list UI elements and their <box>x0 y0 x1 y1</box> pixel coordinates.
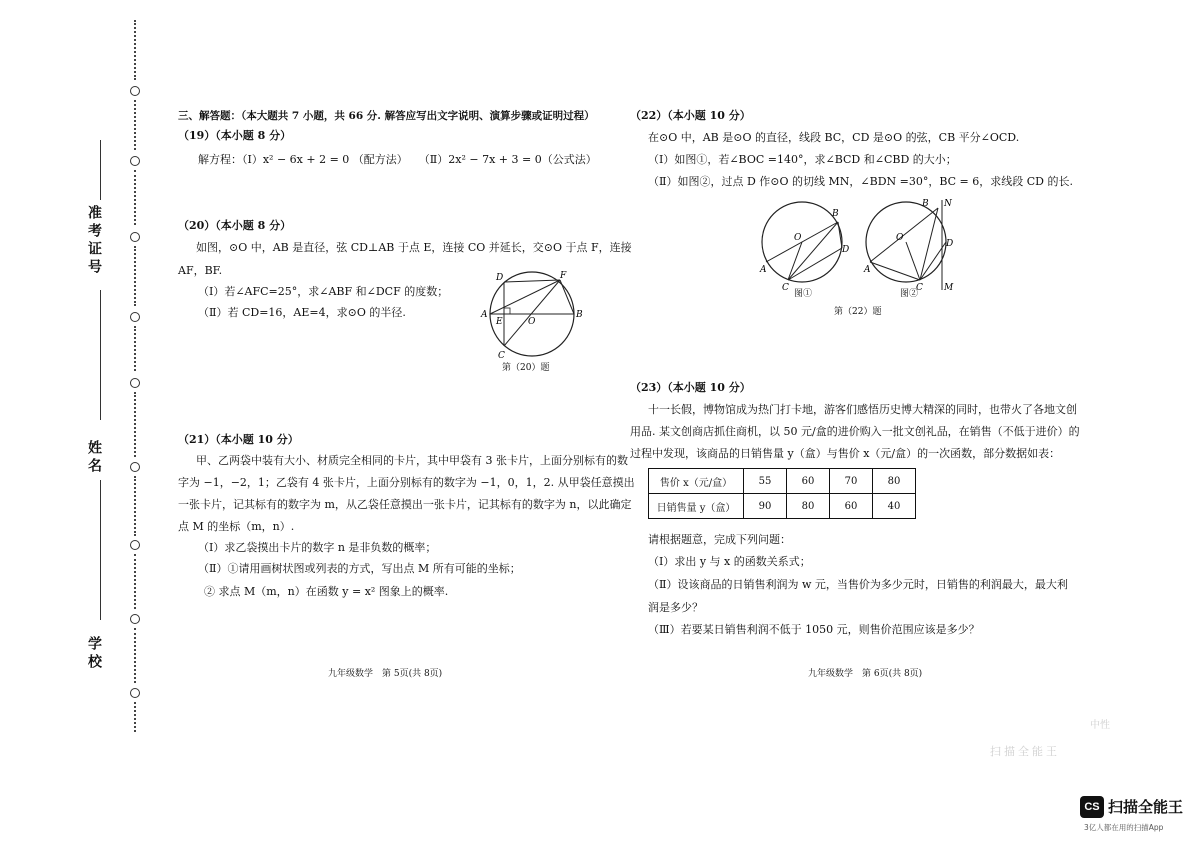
q21-title: （21）（本小题 10 分） <box>178 433 299 446</box>
q22-part2: （Ⅱ）如图②，过点 D 作⊙O 的切线 MN，∠BDN =30°，BC = 6，求线段 CD 的长. <box>648 175 1073 188</box>
q22-line1: 在⊙O 中，AB 是⊙O 的直径，线段 BC，CD 是⊙O 的弦，CB 平分∠OCD. <box>648 131 1020 144</box>
name-label: 姓名 <box>86 440 102 476</box>
q20-line1: 如图，⊙O 中，AB 是直径，弦 CD⊥AB 于点 E，连接 CO 并延长，交⊙O 于点 F，连接 <box>196 241 632 254</box>
q19-text: 解方程：（Ⅰ）x² − 6x + 2 = 0 （配方法） （Ⅱ）2x² − 7x + 3 = 0（公式法） <box>198 153 597 166</box>
dotted-line <box>134 702 142 732</box>
left-footer: 九年级数学 第 5页(共 8页) <box>328 669 443 679</box>
q23-line2: 用品. 某文创商店抓住商机，以 50 元/盒的进价购入一批文创礼品，在销售（不低于进价）的 <box>630 425 1080 438</box>
fig-label: O <box>528 317 536 327</box>
school-label: 学校 <box>86 636 102 672</box>
table-row <box>649 469 916 494</box>
binding-hole <box>130 462 140 472</box>
q23-prompt: 请根据题意，完成下列问题： <box>648 533 791 546</box>
q20-title: （20）（本小题 8 分） <box>178 219 292 232</box>
binding-hole <box>130 688 140 698</box>
q22-figure-1 <box>756 196 852 296</box>
fig-label: O <box>794 233 802 243</box>
q23-part2b: 润是多少？ <box>648 601 703 614</box>
q21-line3: 一张卡片，记其标有的数字为 m，从乙袋任意摸出一张卡片，记其标有的数字为 n，以此确定 <box>178 498 632 511</box>
table-cell: 60 <box>787 469 830 494</box>
dotted-line <box>134 476 142 536</box>
table-cell: 70 <box>830 469 873 494</box>
faint-watermark: 中性 <box>1090 720 1110 731</box>
binding-hole <box>130 378 140 388</box>
q22-fig2-caption: 图② <box>900 289 919 299</box>
dotted-line <box>134 20 142 80</box>
table-row <box>649 494 916 519</box>
app-logo-icon: CS <box>1080 796 1104 818</box>
dotted-line <box>134 326 142 371</box>
fig-label: A <box>481 310 488 320</box>
q23-line3: 过程中发现，该商品的日销售量 y（盒）与售价 x（元/盒）的一次函数，部分数据如表： <box>630 447 1061 460</box>
q21-line2: 字为 −1，−2，1；乙袋有 4 张卡片，上面分别标有的数字为 −1，0，1，2. 从甲袋任意摸出 <box>178 476 635 489</box>
table-cell: 40 <box>873 494 916 519</box>
section-header: 三、解答题：（本大题共 7 小题，共 66 分. 解答应写出文字说明、演算步骤或证明过程） <box>178 110 595 122</box>
binding-hole <box>130 614 140 624</box>
app-tagline: 3亿人都在用的扫描App <box>1084 823 1164 832</box>
q20-part1: （Ⅰ）若∠AFC=25°，求∠ABF 和∠DCF 的度数； <box>198 285 449 298</box>
q23-title: （23）（本小题 10 分） <box>630 381 751 394</box>
q21-part3: ② 求点 M（m，n）在函数 y = x² 图象上的概率. <box>204 585 449 598</box>
binding-hole <box>130 540 140 550</box>
q23-line1: 十一长假，博物馆成为热门打卡地，游客们感悟历史博大精深的同时，也带火了各地文创 <box>648 403 1077 416</box>
fig-label: B <box>576 310 583 320</box>
blank-line <box>100 290 101 420</box>
q22-figure-caption: 第（22）题 <box>834 307 882 317</box>
blank-line <box>100 140 101 200</box>
blank-line <box>100 480 101 620</box>
table-cell: 80 <box>787 494 830 519</box>
table-cell: 60 <box>830 494 873 519</box>
fig-label: F <box>560 271 567 281</box>
dotted-line <box>134 554 142 609</box>
dotted-line <box>134 392 142 457</box>
q22-figure-2 <box>862 196 958 296</box>
fig-label: B <box>832 209 839 219</box>
q21-part1: （Ⅰ）求乙袋摸出卡片的数字 n 是非负数的概率； <box>198 541 437 554</box>
fig-label: O <box>896 233 904 243</box>
dotted-line <box>134 100 142 150</box>
q21-line4: 点 M 的坐标（m，n）. <box>178 520 295 533</box>
binding-hole <box>130 86 140 96</box>
fig-label: B <box>922 199 929 209</box>
table-header-cell: 售价 x（元/盒） <box>649 469 744 494</box>
q20-part2: （Ⅱ）若 CD=16，AE=4，求⊙O 的半径. <box>198 306 406 319</box>
q23-table <box>648 468 916 519</box>
fig-label: D <box>496 273 504 283</box>
binding-hole <box>130 312 140 322</box>
q20-figure-caption: 第（20）题 <box>502 363 550 373</box>
q21-line1: 甲、乙两袋中装有大小、材质完全相同的卡片，其中甲袋有 3 张卡片，上面分别标有的数 <box>196 454 628 467</box>
exam-id-label: 准考证号 <box>86 205 102 277</box>
table-cell: 80 <box>873 469 916 494</box>
fig-label: D <box>946 239 954 249</box>
q22-fig1-caption: 图① <box>794 289 813 299</box>
q21-part2: （Ⅱ）①请用画树状图或列表的方式，写出点 M 所有可能的坐标； <box>198 562 521 575</box>
table-cell: 90 <box>744 494 787 519</box>
fig-label: A <box>864 265 871 275</box>
fig-label: C <box>916 283 923 293</box>
app-name: 扫描全能王 <box>1108 798 1184 816</box>
q23-part1: （Ⅰ）求出 y 与 x 的函数关系式； <box>648 555 811 568</box>
right-footer: 九年级数学 第 6页(共 8页) <box>808 669 923 679</box>
q19-title: （19）（本小题 8 分） <box>178 129 292 142</box>
dotted-line <box>134 170 142 225</box>
dotted-line <box>134 628 142 683</box>
fig-label: A <box>760 265 767 275</box>
q22-title: （22）（本小题 10 分） <box>630 109 751 122</box>
fig-label: D <box>842 245 850 255</box>
q23-part2a: （Ⅱ）设该商品的日销售利润为 w 元，当售价为多少元时，日销售的利润最大，最大利 <box>648 578 1068 591</box>
dotted-line <box>134 246 142 306</box>
q22-part1: （Ⅰ）如图①，若∠BOC =140°，求∠BCD 和∠CBD 的大小； <box>648 153 957 166</box>
binding-hole <box>130 232 140 242</box>
faint-watermark: 扫描全能王 <box>990 745 1060 758</box>
fig-label: C <box>782 283 789 293</box>
q20-line2: AF，BF. <box>178 264 223 277</box>
binding-hole <box>130 156 140 166</box>
fig-label: N <box>944 199 952 209</box>
fig-label: M <box>944 283 954 293</box>
fig-label: C <box>498 351 505 361</box>
table-header-cell: 日销售量 y（盒） <box>649 494 744 519</box>
q23-part3: （Ⅲ）若要某日销售利润不低于 1050 元，则售价范围应该是多少？ <box>648 623 980 636</box>
fig-label: E <box>496 317 503 327</box>
table-cell: 55 <box>744 469 787 494</box>
